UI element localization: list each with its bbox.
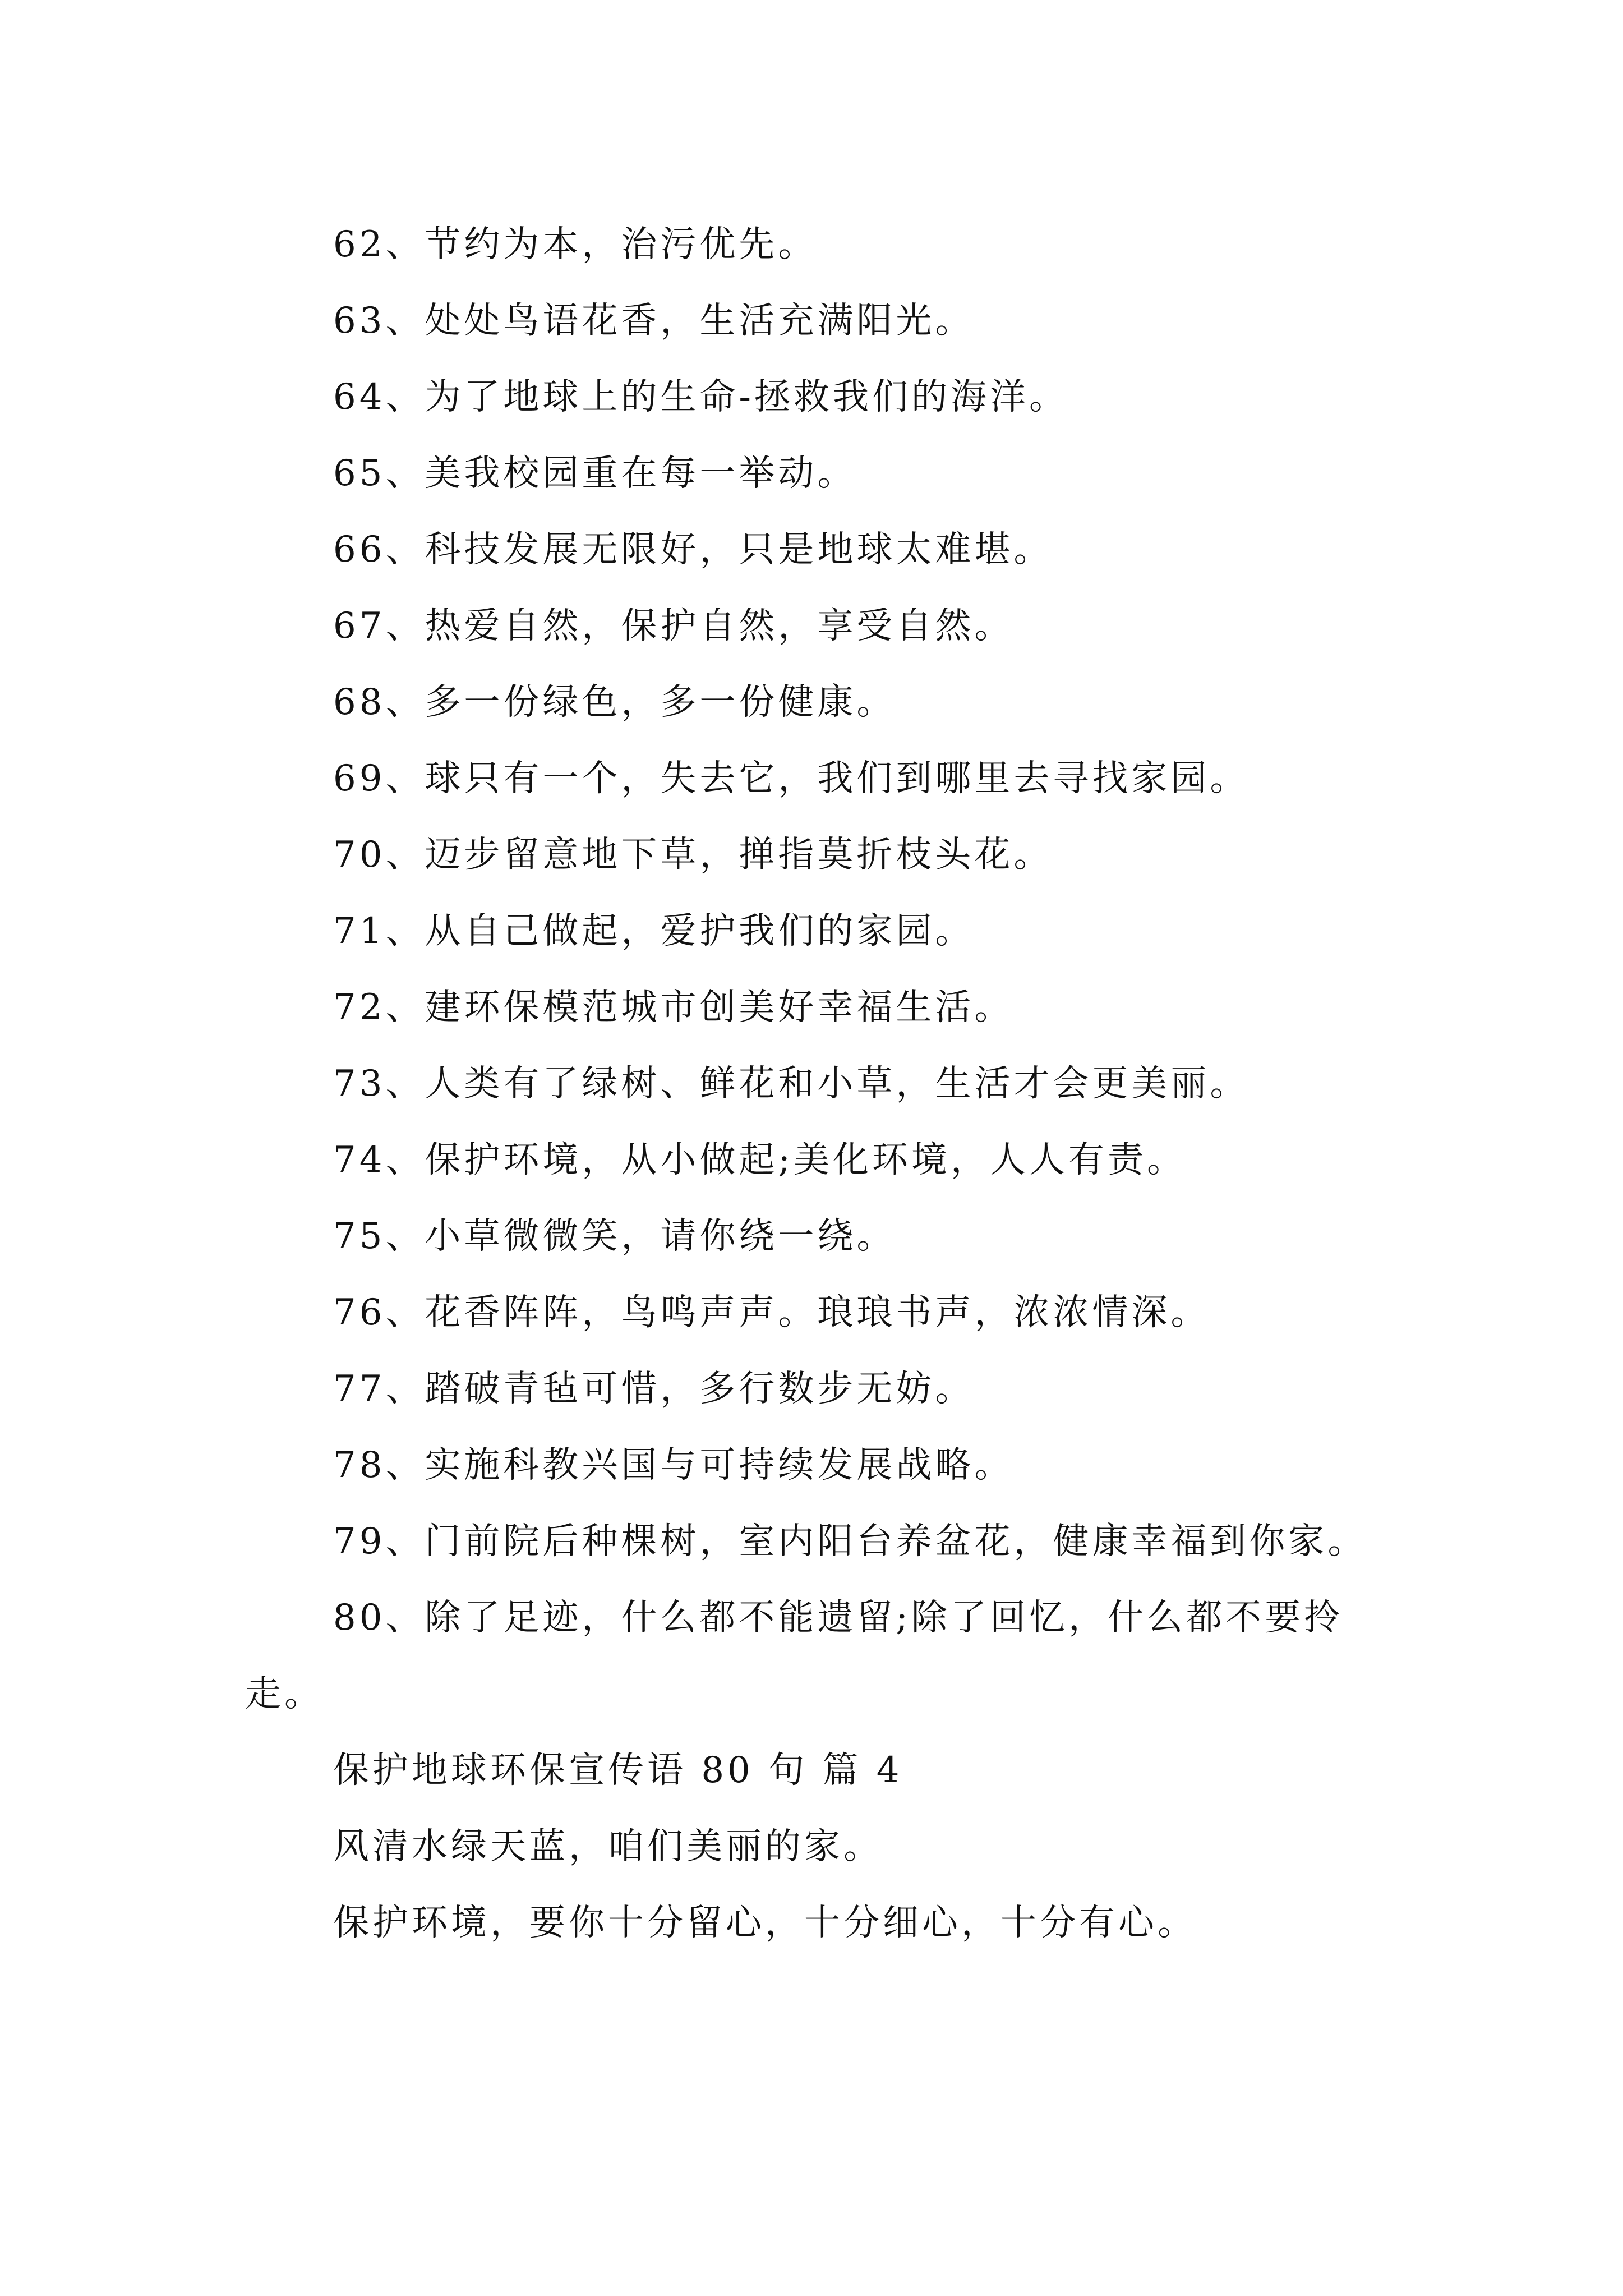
slogan-64: 64、为了地球上的生命-拯救我们的海洋。 — [333, 376, 1069, 418]
slogan-78: 78、实施科教兴国与可持续发展战略。 — [333, 1444, 1014, 1486]
slogan-74: 74、保护环境，从小做起;美化环境，人人有责。 — [333, 1139, 1186, 1181]
slogan-67: 67、热爱自然，保护自然，享受自然。 — [333, 605, 1014, 647]
slogan-65: 65、美我校园重在每一举动。 — [333, 453, 857, 494]
slogan-paragraph: 风清水绿天蓝，咱们美丽的家。 — [333, 1826, 883, 1867]
slogan-75: 75、小草微微笑，请你绕一绕。 — [333, 1216, 896, 1257]
slogan-72: 72、建环保模范城市创美好幸福生活。 — [333, 987, 1014, 1028]
slogan-77: 77、踏破青毡可惜，多行数步无妨。 — [333, 1368, 975, 1410]
slogan-79: 79、门前院后种棵树，室内阳台养盆花，健康幸福到你家。 — [333, 1521, 1367, 1562]
slogan-71: 71、从自己做起，爱护我们的家园。 — [333, 910, 975, 952]
slogan-69: 69、球只有一个，失去它，我们到哪里去寻找家园。 — [333, 758, 1249, 799]
section-heading: 保护地球环保宣传语 80 句 篇 4 — [333, 1750, 903, 1791]
slogan-70: 70、迈步留意地下草，掸指莫折枝头花。 — [333, 834, 1053, 876]
slogan-76: 76、花香阵阵，鸟鸣声声。琅琅书声，浓浓情深。 — [333, 1292, 1210, 1333]
slogan-paragraph: 保护环境，要你十分留心，十分细心，十分有心。 — [333, 1902, 1197, 1944]
slogan-80: 80、除了足迹，什么都不能遗留;除了回忆，什么都不要拎走。 — [245, 1597, 1343, 1715]
document-body — [245, 206, 1389, 1961]
slogan-66: 66、科技发展无限好，只是地球太难堪。 — [333, 529, 1053, 570]
slogan-68: 68、多一份绿色，多一份健康。 — [333, 682, 896, 723]
slogan-63: 63、处处鸟语花香，生活充满阳光。 — [333, 300, 975, 342]
slogan-73: 73、人类有了绿树、鲜花和小草，生活才会更美丽。 — [333, 1063, 1249, 1105]
slogan-62: 62、节约为本，治污优先。 — [333, 224, 818, 265]
